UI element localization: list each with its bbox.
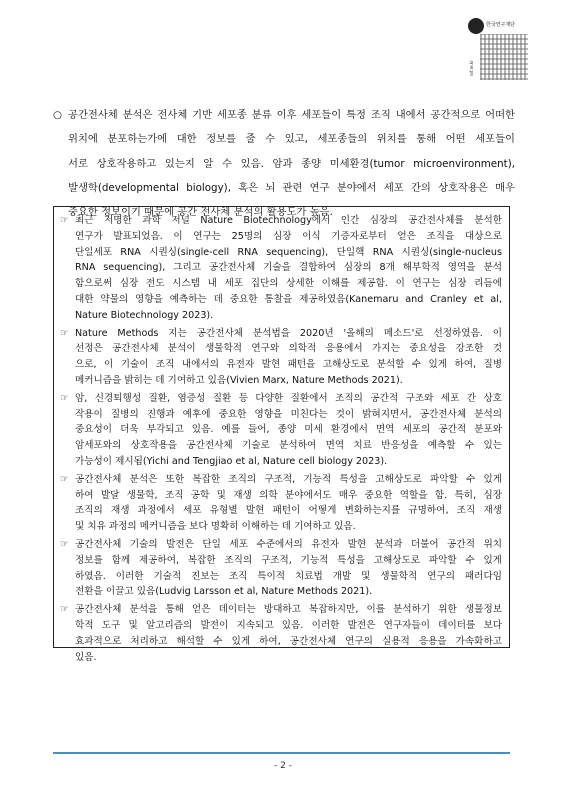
box-item-line: 대한 약물의 영향을 예측하는 데 중요한 통찰을 제공하였음(Kanemaru and Cranley et al, (75, 293, 502, 305)
box-item-line: 가능성이 제시됨(Yichi and Tengjiao et al, Nature cell biology 2023). (75, 455, 388, 467)
box-item-line: 공간전사체 기술의 발전은 단일 세포 수준에서의 유전자 발현 분석과 더불어 공간적 위치 (75, 538, 502, 550)
box-item-line: 전환을 이끌고 있음(Ludvig Larsson et al, Nature Methods 2021). (75, 586, 373, 598)
box-item-line: 함으로써 심장 전도 시스템 내 세포 집단의 상세한 이해를 제공함. 이 연구는 심장 리듬에 (75, 278, 502, 290)
box-item (60, 537, 502, 600)
box-item-line: 메커니즘을 밝히는 데 기여하고 있음(Vivien Marx, Nature Methods 2021). (75, 374, 403, 386)
logo-org-name: 한국연구재단 (486, 22, 515, 28)
box-item-line: 있음. (75, 651, 97, 663)
nrf-logo (468, 18, 530, 80)
box-item-line: 연구가 발표되었음. 이 연구는 25명의 심장 이식 기증자로부터 얻은 조직을 대상으로 (75, 230, 502, 242)
box-item-line: 최근 저명한 과학 저널 Nature Biotechnology에서 인간 심장의 공간전사체를 분석한 (75, 215, 502, 226)
box-item-line: RNA sequencing), 그리고 공간전사체 기술을 결합하여 심장의 8개 해부학적 영역을 분석 (75, 262, 502, 274)
nrf-emblem-icon (468, 18, 484, 34)
box-item-line: 선정은 공간전사체 분석이 생물학적 연구와 의학적 응용에서 가지는 중요성을 강조한 것 (75, 343, 502, 355)
box-item-line: 및 치유 과정의 메커니즘을 보다 명확히 이해하는 데 기여하고 있음. (75, 521, 356, 533)
intro-line: 공간전사체 분석은 전사체 기반 세포종 분류 이후 세포들이 특정 조직 내에서 공간적으로 어떠한 (68, 109, 515, 121)
intro-line: 위치에 분포하는가에 대한 정보를 줄 수 있고, 세포종들의 위치를 통해 어떤 세포들이 (68, 133, 515, 146)
footer-divider (53, 752, 510, 754)
logo-side-text: nrf.re.kr (469, 60, 474, 76)
box-item (60, 391, 502, 470)
pointing-hand-icon: ☞ (60, 604, 69, 616)
pointing-hand-icon: ☞ (60, 473, 69, 485)
box-item-line: 중요성이 더욱 부각되고 있음. 예를 들어, 종양 미세 환경에서 면역 세포의 공간적 분포와 (75, 424, 502, 436)
box-item-line: 암, 신경퇴행성 질환, 염증성 질환 등 다양한 질환에서 조직의 공간적 구조와 세포 간 상호 (75, 392, 502, 404)
intro-line: 중요한 정보이기 때문에 공간 전사체 분석의 활용도가 높음. (68, 206, 333, 219)
box-item-line: 공간전사체 분석은 또한 복잡한 조직의 구조적, 기능적 특성을 고해상도로 파악할 수 있게 (75, 473, 502, 485)
box-item-line: 암세포와의 상호작용을 공간전사체 기술로 분석하여 면역 치료 반응성을 예측할 수 있는 (75, 440, 502, 452)
box-item-line: 하여 발달 생물학, 조직 공학 및 재생 의학 분야에서도 매우 중요한 역할을 함. 특히, 심장 (75, 489, 502, 501)
box-item-line: 하였음. 이러한 기술적 진보는 조직 특이적 치료법 개발 및 생물학적 연구의 패러다임 (75, 570, 502, 582)
box-item (60, 472, 502, 535)
box-item-line: 효과적으로 처리하고 해석할 수 있게 하여, 공간전사체 연구의 실용적 응용을 가속화하고 (75, 635, 502, 647)
circle-bullet-icon: ○ (53, 109, 62, 121)
qr-code-icon (480, 34, 528, 80)
box-item-line: 공간전사체 분석을 통해 얻은 데이터는 방대하고 복잡하지만, 이를 분석하기 위한 생물정보 (75, 604, 502, 616)
page-number: - 2 - (274, 761, 292, 771)
box-item-line: Nature Biotechnology 2023). (75, 309, 214, 321)
box-item-line: 으로, 이 기술이 조직 내에서의 유전자 발현 패턴을 고해상도로 분석할 수 있게 하여, 질병 (75, 359, 502, 371)
box-item (60, 213, 502, 324)
highlight-box (53, 206, 510, 663)
pointing-hand-icon: ☞ (60, 215, 69, 226)
box-item-line: Nature Methods 지는 공간전사체 분석법을 2020년 '올해의 메소드'로 선정하였음. 이 (75, 327, 502, 339)
box-item (60, 602, 502, 665)
box-item (60, 326, 502, 389)
box-item-line: 학적 도구 및 알고리즘의 발전이 지속되고 있음. 이러한 발전은 연구자들이 데이터를 보다 (75, 619, 502, 631)
pointing-hand-icon: ☞ (60, 327, 69, 339)
intro-line: 발생학(developmental biology), 혹은 뇌 관련 연구 분야에서 세포 간의 상호작용은 매우 (68, 181, 515, 194)
box-item-line: 단일세포 RNA 시퀀싱(single-cell RNA sequencing), 단일핵 RNA 시퀀싱(single-nucleus (75, 246, 502, 258)
pointing-hand-icon: ☞ (60, 538, 69, 550)
pointing-hand-icon: ☞ (60, 392, 69, 404)
intro-line: 서로 상호작용하고 있는지 알 수 있음. 암과 종양 미세환경(tumor microenvironment), (68, 157, 515, 170)
box-item-line: 작용이 질병의 진행과 예후에 중요한 영향을 미친다는 것이 밝혀지면서, 공간전사체 분석의 (75, 408, 502, 420)
box-item-line: 정보를 함께 제공하여, 복잡한 조직의 구조적, 기능적 특성을 고해상도로 파악할 수 있게 (75, 554, 502, 566)
box-item-line: 조직의 재생 과정에서 세포 유형별 발현 패턴이 어떻게 변화하는지를 규명하여, 조직 재생 (75, 505, 502, 517)
